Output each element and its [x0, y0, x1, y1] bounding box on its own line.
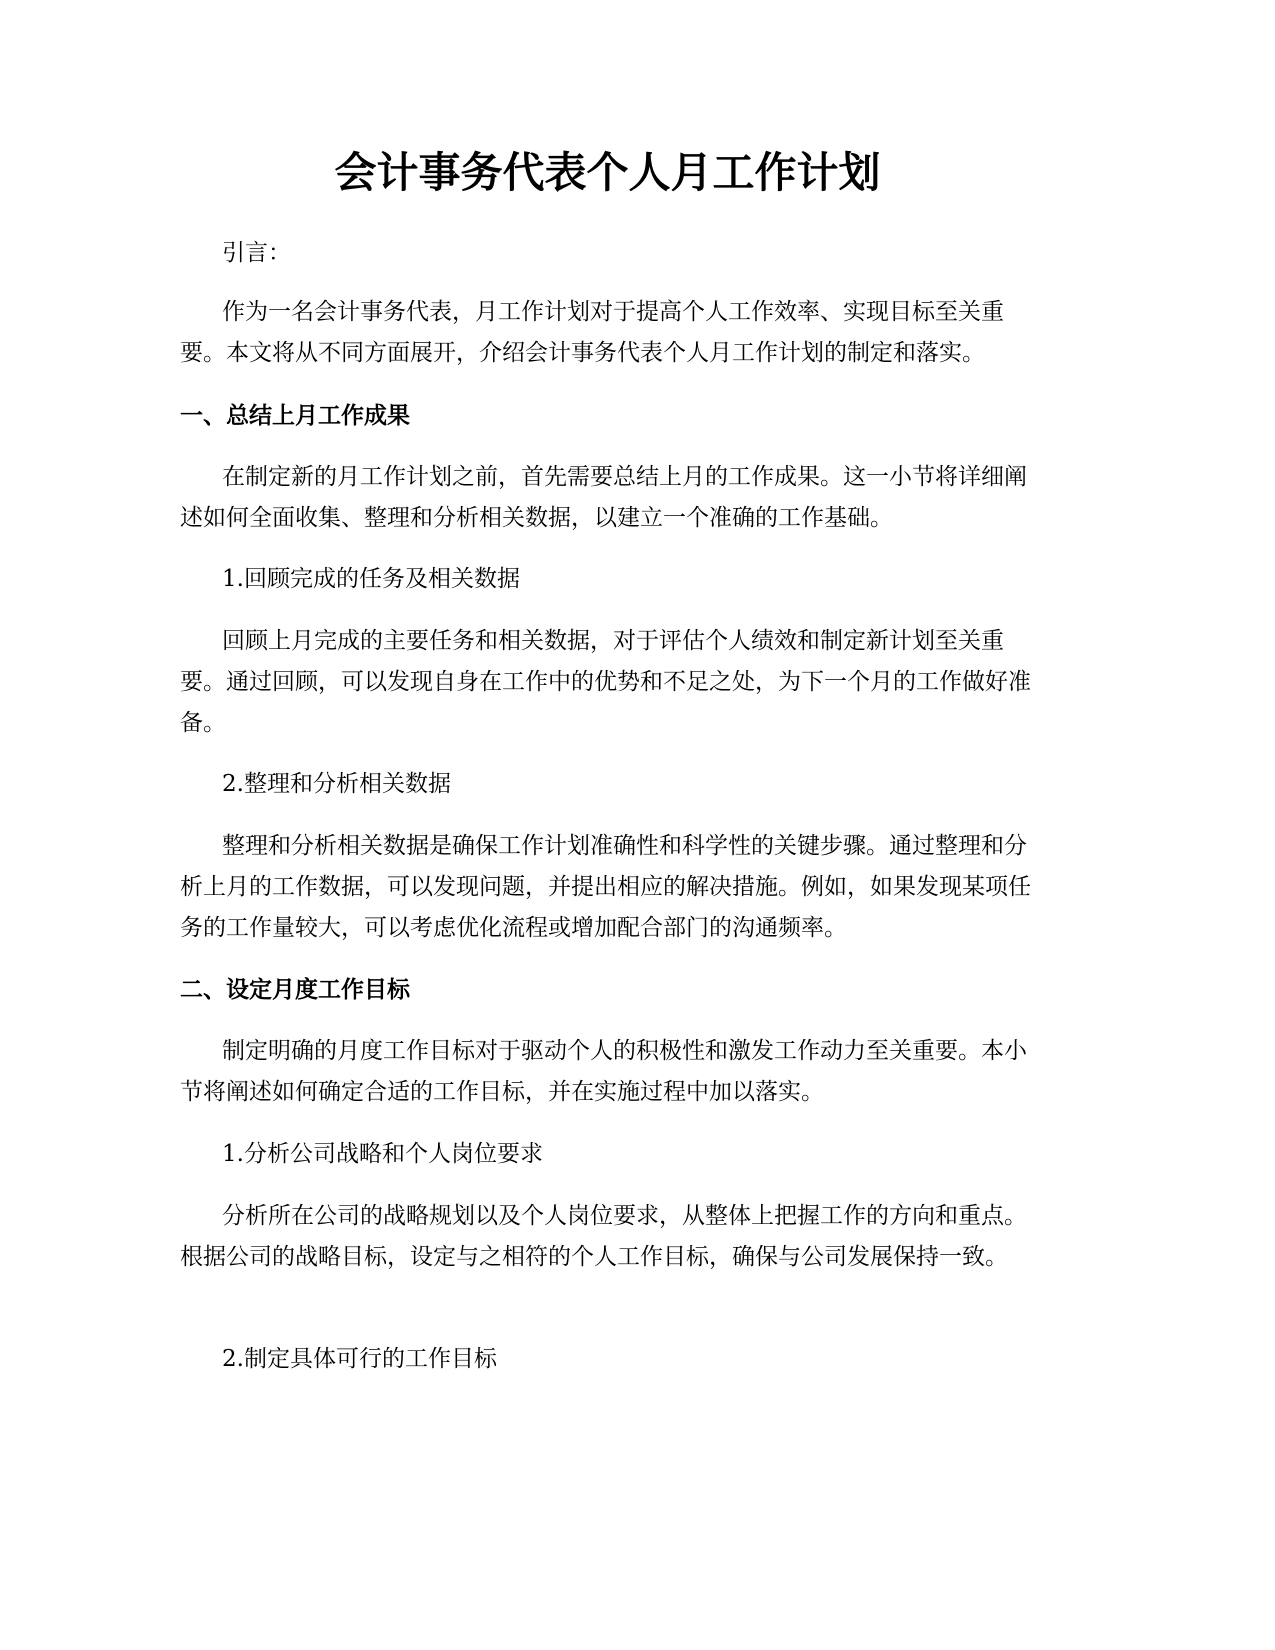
section1-item1-text: 回顾上月完成的主要任务和相关数据，对于评估个人绩效和制定新计划至关重要。通过回顾，可以发现自身在工作中的优势和不足之处，为下一个月的工作做好准备。: [180, 628, 1031, 736]
section1-heading: 一、总结上月工作成果: [180, 403, 410, 429]
intro-paragraph: 作为一名会计事务代表，月工作计划对于提高个人工作效率、实现目标至关重要。本文将从不同方面展开，介绍会计事务代表个人月工作计划的制定和落实。: [180, 299, 1004, 366]
section2-item1-title: 1.分析公司战略和个人岗位要求: [222, 1141, 543, 1167]
section1-item2-text: 整理和分析相关数据是确保工作计划准确性和科学性的关键步骤。通过整理和分析上月的工作数据，可以发现问题，并提出相应的解决措施。例如，如果发现某项任务的工作量较大，可以考虑优化流程或增加配合部门的沟通频率。: [180, 833, 1031, 941]
section1-item1-title: 1.回顾完成的任务及相关数据: [222, 566, 520, 592]
document-title: 会计事务代表个人月工作计划: [334, 148, 881, 197]
document-page: [180, 0, 1035, 1650]
section1-intro: 在制定新的月工作计划之前，首先需要总结上月的工作成果。这一小节将详细阐述如何全面收集、整理和分析相关数据，以建立一个准确的工作基础。: [180, 464, 1027, 531]
section2-item2-title: 2.制定具体可行的工作目标: [222, 1346, 497, 1372]
section2-heading: 二、设定月度工作目标: [180, 977, 410, 1003]
intro-label: 引言：: [222, 240, 291, 266]
section2-item1-text: 分析所在公司的战略规划以及个人岗位要求，从整体上把握工作的方向和重点。根据公司的战略目标，设定与之相符的个人工作目标，确保与公司发展保持一致。: [180, 1203, 1027, 1270]
section2-intro: 制定明确的月度工作目标对于驱动个人的积极性和激发工作动力至关重要。本小节将阐述如何确定合适的工作目标，并在实施过程中加以落实。: [180, 1038, 1027, 1105]
section1-item2-title: 2.整理和分析相关数据: [222, 771, 451, 797]
